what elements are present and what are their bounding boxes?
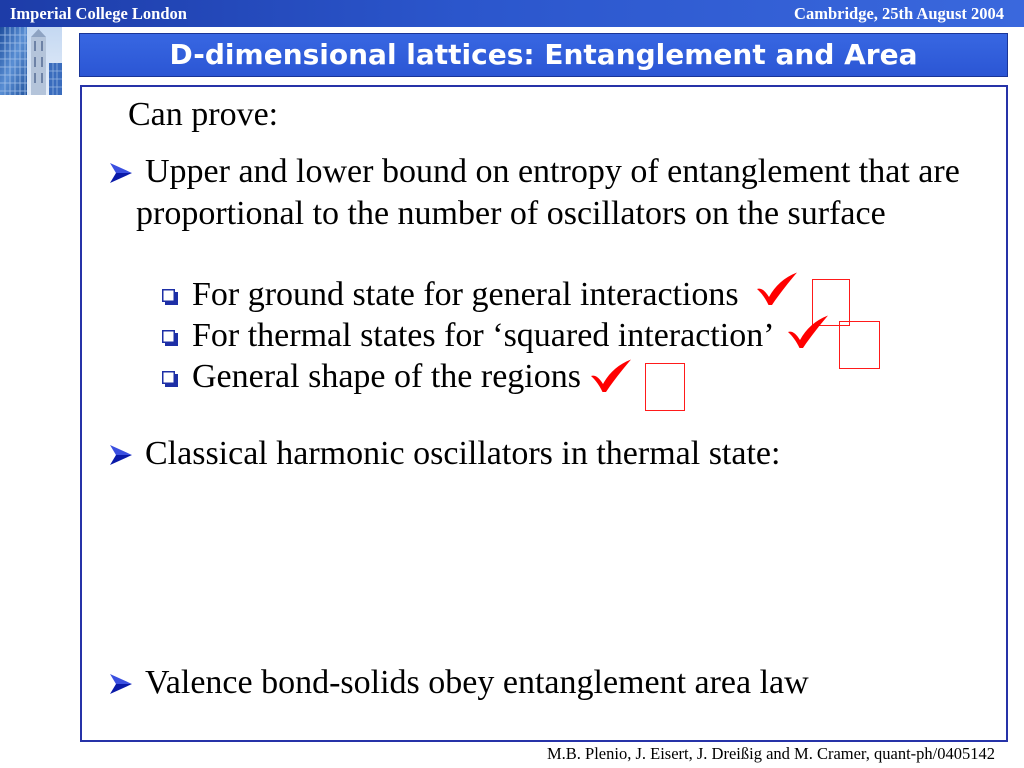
arrowhead-bullet-icon: [110, 163, 132, 183]
checkmark-icon: [787, 315, 829, 349]
missing-glyph-box: [645, 363, 685, 411]
sub-item-text: For thermal states for ‘squared interaction’: [192, 317, 775, 354]
slide-content-frame: [80, 85, 1008, 742]
checkmark-icon: [756, 272, 798, 306]
sub-item-text: General shape of the regions: [192, 358, 581, 395]
sub-item-text: For ground state for general interactions: [192, 276, 739, 313]
missing-glyph-box: [839, 321, 880, 369]
slide-title: D-dimensional lattices: Entanglement and Area: [169, 38, 918, 71]
bullet-text-line: Valence bond-solids obey entanglement area law: [145, 664, 809, 701]
bullet-text-line: Classical harmonic oscillators in thermal state:: [145, 435, 781, 472]
header-bar: [0, 0, 1024, 27]
checkmark-icon: [590, 359, 632, 393]
slide-title-bar: [79, 33, 1008, 77]
intro-text: Can prove:: [128, 96, 279, 133]
arrowhead-bullet-icon: [110, 674, 132, 694]
event-date-label: Cambridge, 25th August 2004: [794, 4, 1004, 23]
college-building-image: [0, 27, 62, 95]
institution-label: Imperial College London: [10, 4, 187, 23]
arrowhead-bullet-icon: [110, 445, 132, 465]
shadowed-square-bullet-icon: [162, 371, 178, 387]
shadowed-square-bullet-icon: [162, 289, 178, 305]
bullet-text-line: proportional to the number of oscillators on the surface: [136, 195, 886, 232]
shadowed-square-bullet-icon: [162, 330, 178, 346]
bullet-text-line: Upper and lower bound on entropy of entanglement that are: [145, 153, 960, 190]
citation-footer: M.B. Plenio, J. Eisert, J. Dreißig and M. Cramer, quant-ph/0405142: [547, 744, 995, 763]
